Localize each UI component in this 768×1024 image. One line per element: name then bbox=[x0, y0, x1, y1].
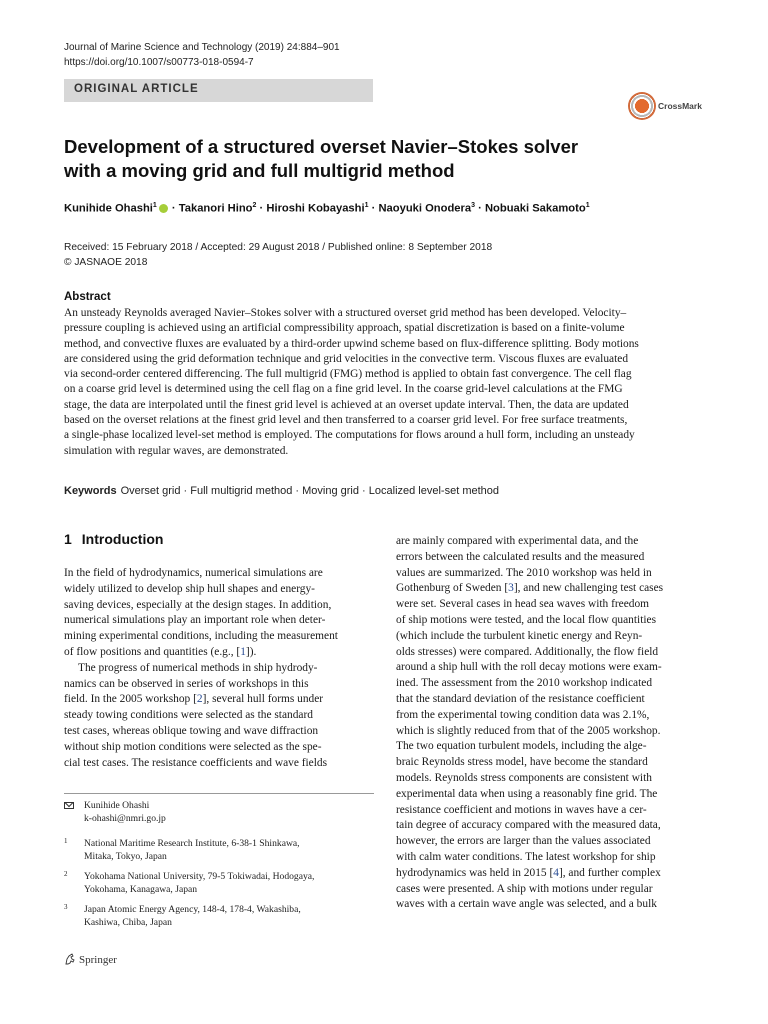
body-line: without ship motion conditions were selected as the spe- bbox=[64, 740, 322, 753]
body-line: errors between the calculated results and the measured bbox=[396, 550, 645, 563]
corresponding-author bbox=[64, 799, 374, 825]
springer-horse-icon bbox=[64, 953, 76, 965]
abstract-heading: Abstract bbox=[64, 291, 111, 303]
author-list bbox=[64, 202, 714, 215]
keywords-label: Keywords bbox=[64, 485, 117, 497]
author-name[interactable]: Takanori Hino bbox=[178, 202, 253, 215]
section-title: Introduction bbox=[81, 531, 164, 547]
author-separator: · bbox=[475, 202, 485, 215]
copyright-line: © JASNAOE 2018 bbox=[64, 257, 148, 268]
section-heading-introduction bbox=[64, 531, 163, 547]
abstract-line: on a coarse grid level is determined using the cell flag on a fine grid level. In the coarse grid-level calculations at the FMG bbox=[64, 383, 623, 396]
citation-link[interactable]: 1 bbox=[240, 645, 246, 658]
affiliation-number: 3 bbox=[64, 903, 68, 911]
author-affiliation-mark: 2 bbox=[252, 202, 257, 209]
affiliation-text bbox=[84, 837, 300, 863]
title-line-1: Development of a structured overset Navier–Stokes solver bbox=[64, 136, 579, 157]
crossmark-label: CrossMark bbox=[658, 101, 702, 111]
abstract-line: An unsteady Reynolds averaged Navier–Stokes solver with a structured overset grid method has been developed. Velocity– bbox=[64, 307, 627, 319]
body-line: hydrodynamics was held in 2015 [4], and further complex bbox=[396, 866, 661, 879]
affiliation bbox=[64, 837, 374, 863]
author-separator: · bbox=[368, 202, 379, 215]
corresponding-author-email[interactable]: k-ohashi@nmri.go.jp bbox=[84, 813, 166, 824]
doi-link[interactable]: https://doi.org/10.1007/s00773-018-0594-7 bbox=[64, 57, 254, 68]
author-name[interactable]: Kunihide Ohashi bbox=[64, 202, 153, 215]
body-line: from the experimental towing condition data was 2.1%, bbox=[396, 708, 650, 721]
abstract-line: stage, the data are interpolated until the finest grid level is achieved at an overset update interval. Then, the data are updated bbox=[64, 398, 629, 411]
article-type-label: ORIGINAL ARTICLE bbox=[74, 83, 199, 95]
body-line: models. Reynolds stress components are consistent with bbox=[396, 771, 652, 784]
body-line: steady towing conditions were selected as the standard bbox=[64, 709, 313, 722]
body-line: with calm water conditions. The latest workshop for ship bbox=[396, 850, 656, 863]
body-line: waves with a certain wave angle was selected, and a bulk bbox=[396, 898, 657, 911]
author-separator: · bbox=[256, 202, 267, 215]
body-line: numerical simulations play an important role when deter- bbox=[64, 614, 326, 627]
body-line: that the standard deviation of the resistance coefficient bbox=[396, 692, 645, 705]
author-name[interactable]: Naoyuki Onodera bbox=[378, 202, 472, 215]
body-line: (which include the turbulent kinetic energy and Reyn- bbox=[396, 629, 643, 642]
journal-citation: Journal of Marine Science and Technology (2019) 24:884–901 bbox=[64, 42, 340, 53]
body-line: tain degree of accuracy compared with the measured data, bbox=[396, 819, 661, 832]
body-line: test cases, whereas oblique towing and wave diffraction bbox=[64, 724, 319, 737]
orcid-icon[interactable] bbox=[159, 204, 168, 213]
article-type-bar bbox=[64, 79, 373, 102]
body-line: field. In the 2005 workshop [2], several hull forms under bbox=[64, 693, 324, 706]
citation-link[interactable]: 3 bbox=[508, 582, 514, 595]
affiliation-line: Yokohama, Kanagawa, Japan bbox=[84, 884, 198, 895]
publisher-logo bbox=[64, 953, 117, 966]
body-line: values are summarized. The 2010 workshop was held in bbox=[396, 566, 652, 579]
body-line: saving devices, especially at the design stages. In addition, bbox=[64, 598, 332, 611]
author-name[interactable]: Nobuaki Sakamoto bbox=[484, 202, 586, 215]
body-line: resistance coefficient and motions in waves have a cer- bbox=[396, 803, 647, 816]
body-line: olds stresses) were compared. Additionally, the flow field bbox=[396, 645, 659, 658]
footnote-divider bbox=[64, 793, 374, 794]
author-affiliation-mark: 3 bbox=[471, 202, 476, 209]
body-line: Gothenburg of Sweden [3], and new challenging test cases bbox=[396, 582, 664, 595]
mail-icon bbox=[64, 802, 74, 809]
body-line: In the field of hydrodynamics, numerical simulations are bbox=[64, 567, 323, 579]
keywords-text: Overset grid · Full multigrid method · Moving grid · Localized level-set method bbox=[120, 485, 500, 497]
body-line: cases were presented. A ship with motions under regular bbox=[396, 882, 653, 895]
body-line: of ship motions were tested, and the local flow quantities bbox=[396, 613, 657, 626]
body-line: of flow positions and quantities (e.g., [1]). bbox=[64, 645, 257, 658]
journal-header bbox=[64, 40, 484, 70]
publication-dates bbox=[64, 240, 492, 270]
author-affiliation-mark: 1 bbox=[364, 202, 369, 209]
affiliation-number: 2 bbox=[64, 870, 68, 878]
crossmark-icon bbox=[628, 92, 656, 120]
corresponding-author-name: Kunihide Ohashi bbox=[84, 800, 150, 811]
abstract-line: are considered using the grid deformation technique and grid velocities in the convective term. Viscous fluxes are evaluated bbox=[64, 352, 629, 365]
keywords bbox=[64, 485, 499, 497]
author-name[interactable]: Hiroshi Kobayashi bbox=[266, 202, 365, 215]
affiliation bbox=[64, 870, 374, 896]
paper-title bbox=[64, 135, 704, 183]
body-line: namics can be observed in series of workshops in this bbox=[64, 677, 309, 690]
body-column-left bbox=[64, 566, 374, 771]
author-affiliation-mark: 1 bbox=[585, 202, 590, 209]
body-line: ined. The assessment from the 2010 workshop indicated bbox=[396, 677, 653, 690]
body-line: The progress of numerical methods in ship hydrody- bbox=[78, 661, 318, 674]
affiliation-number: 1 bbox=[64, 837, 68, 845]
abstract-line: based on the overset relations at the finest grid level and then transferred to a coarser grid level. For free surface treatments, bbox=[64, 414, 628, 427]
body-line: experimental data when using a reasonably fine grid. The bbox=[396, 787, 658, 800]
body-column-right bbox=[396, 534, 706, 913]
body-line: cial test cases. The resistance coefficients and wave fields bbox=[64, 756, 328, 769]
citation-link[interactable]: 2 bbox=[196, 693, 203, 706]
body-line: however, the errors are larger than the values associated bbox=[396, 835, 651, 848]
publisher-name: Springer bbox=[79, 954, 117, 966]
body-line: The two equation turbulent models, including the alge- bbox=[396, 740, 647, 753]
body-line: braic Reynolds stress model, have become the standard bbox=[396, 756, 648, 769]
citation-link[interactable]: 4 bbox=[553, 866, 559, 879]
affiliation-line: Kashiwa, Chiba, Japan bbox=[84, 917, 172, 928]
abstract-line: method, and convective fluxes are evaluated by a third-order upwind scheme based on flux-difference splitting. Body motions bbox=[64, 337, 639, 350]
abstract-line: simulation with regular waves, are demonstrated. bbox=[64, 444, 289, 457]
abstract-line: via second-order centered differencing. The full multigrid (FMG) method is applied to obtain fast convergence. The cell flag bbox=[64, 368, 632, 381]
body-line: which is slightly reduced from that of the 2005 workshop. bbox=[396, 724, 661, 737]
affiliation-line: Japan Atomic Energy Agency, 148-4, 178-4, Wakashiba, bbox=[84, 904, 301, 915]
affiliation-text bbox=[84, 870, 314, 896]
abstract-body bbox=[64, 306, 704, 459]
body-line: mining experimental conditions, including the measurement bbox=[64, 630, 338, 643]
dates-line: Received: 15 February 2018 / Accepted: 29 August 2018 / Published online: 8 September 2018 bbox=[64, 242, 493, 253]
body-line: around a ship hull with the roll decay motions were exam- bbox=[396, 661, 662, 674]
title-line-2: with a moving grid and full multigrid method bbox=[64, 160, 455, 181]
affiliation-line: Yokohama National University, 79-5 Tokiwadai, Hodogaya, bbox=[84, 871, 315, 882]
author-separator: · bbox=[168, 202, 179, 215]
author-affiliation-mark: 1 bbox=[152, 202, 157, 209]
affiliation bbox=[64, 903, 374, 929]
section-number: 1 bbox=[64, 531, 72, 547]
body-line: were set. Several cases in head sea waves with freedom bbox=[396, 598, 650, 611]
body-line: widely utilized to develop ship hull shapes and energy- bbox=[64, 582, 315, 595]
crossmark-badge[interactable] bbox=[628, 91, 706, 125]
abstract-line: a single-phase localized level-set method is employed. The computations for flows around a hull form, including an unsteady bbox=[64, 429, 635, 442]
abstract-line: pressure coupling is achieved using an artificial compressibility approach, spatial discretization is based on a finite-volume bbox=[64, 322, 625, 335]
affiliation-line: National Maritime Research Institute, 6-38-1 Shinkawa, bbox=[84, 838, 300, 849]
affiliation-text bbox=[84, 903, 301, 929]
affiliation-line: Mitaka, Tokyo, Japan bbox=[84, 851, 167, 862]
body-line: are mainly compared with experimental data, and the bbox=[396, 535, 639, 547]
